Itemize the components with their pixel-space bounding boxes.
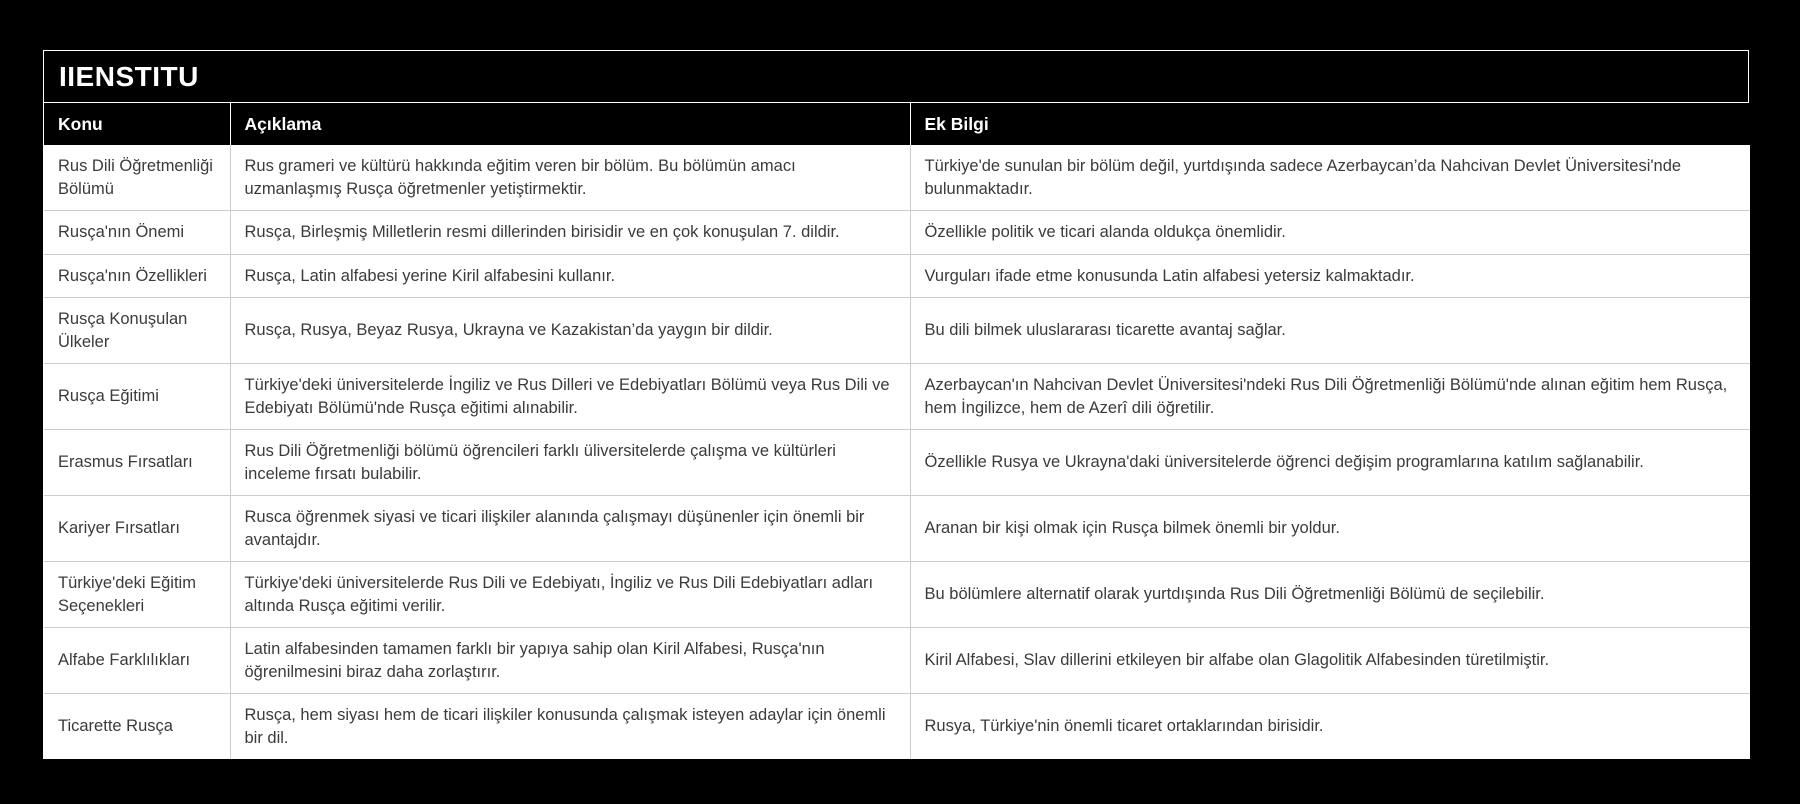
cell-aciklama: Latin alfabesinden tamamen farklı bir yapıya sahip olan Kiril Alfabesi, Rusça'nın öğrenilmesini biraz daha zorlaştırır. <box>230 628 910 694</box>
column-header-aciklama: Açıklama <box>230 103 910 145</box>
title-bar <box>44 51 1748 103</box>
cell-ek-bilgi: Vurguları ifade etme konusunda Latin alfabesi yetersiz kalmaktadır. <box>910 254 1750 298</box>
cell-konu: Alfabe Farklılıkları <box>44 628 230 694</box>
cell-aciklama: Rusça, hem siyası hem de ticari ilişkiler konusunda çalışmak isteyen adaylar için önemli bir dil. <box>230 694 910 760</box>
cell-aciklama: Rusça, Birleşmiş Milletlerin resmi dillerinden birisidir ve en çok konuşulan 7. dildir. <box>230 211 910 255</box>
cell-ek-bilgi: Bu bölümlere alternatif olarak yurtdışında Rus Dili Öğretmenliği Bölümü de seçilebilir. <box>910 562 1750 628</box>
cell-ek-bilgi: Rusya, Türkiye'nin önemli ticaret ortaklarından birisidir. <box>910 694 1750 760</box>
cell-konu: Ticarette Rusça <box>44 694 230 760</box>
cell-ek-bilgi: Özellikle politik ve ticari alanda oldukça önemlidir. <box>910 211 1750 255</box>
cell-ek-bilgi: Bu dili bilmek uluslararası ticarette avantaj sağlar. <box>910 298 1750 364</box>
table-row <box>44 628 1750 694</box>
cell-konu: Erasmus Fırsatları <box>44 430 230 496</box>
table-row <box>44 145 1750 211</box>
cell-aciklama: Rusça, Latin alfabesi yerine Kiril alfabesini kullanır. <box>230 254 910 298</box>
cell-ek-bilgi: Özellikle Rusya ve Ukrayna'daki üniversitelerde öğrenci değişim programlarına katılım sağlanabilir. <box>910 430 1750 496</box>
cell-ek-bilgi: Kiril Alfabesi, Slav dillerini etkileyen bir alfabe olan Glagolitik Alfabesinden türetilmiştir. <box>910 628 1750 694</box>
cell-aciklama: Rusca öğrenmek siyasi ve ticari ilişkiler alanında çalışmayı düşünenler için önemli bir avantajdır. <box>230 496 910 562</box>
cell-aciklama: Rusça, Rusya, Beyaz Rusya, Ukrayna ve Kazakistan’da yaygın bir dildir. <box>230 298 910 364</box>
cell-aciklama: Türkiye'deki üniversitelerde İngiliz ve Rus Dilleri ve Edebiyatları Bölümü veya Rus Dili ve Edebiyatı Bölümü'nde Rusça eğitimi alınabilir. <box>230 364 910 430</box>
content-card <box>43 50 1749 759</box>
table-body <box>44 145 1750 759</box>
table-header <box>44 103 1750 145</box>
header-row <box>44 103 1750 145</box>
cell-ek-bilgi: Aranan bir kişi olmak için Rusça bilmek önemli bir yoldur. <box>910 496 1750 562</box>
cell-aciklama: Rus Dili Öğretmenliği bölümü öğrencileri farklı üliversitelerde çalışma ve kültürleri inceleme fırsatı bulabilir. <box>230 430 910 496</box>
column-header-konu: Konu <box>44 103 230 145</box>
table-row <box>44 254 1750 298</box>
info-table <box>44 103 1750 759</box>
cell-konu: Türkiye'deki Eğitim Seçenekleri <box>44 562 230 628</box>
table-row <box>44 694 1750 760</box>
table-row <box>44 211 1750 255</box>
page-title: IIENSTITU <box>59 60 199 92</box>
table-row <box>44 562 1750 628</box>
cell-konu: Kariyer Fırsatları <box>44 496 230 562</box>
table-row <box>44 430 1750 496</box>
cell-konu: Rusça Konuşulan Ülkeler <box>44 298 230 364</box>
cell-konu: Rus Dili Öğretmenliği Bölümü <box>44 145 230 211</box>
cell-ek-bilgi: Azerbaycan'ın Nahcivan Devlet Üniversitesi'ndeki Rus Dili Öğretmenliği Bölümü'nde alınan eğitim hem Rusça, hem İngilizce, hem de Azerî dili öğretilir. <box>910 364 1750 430</box>
cell-konu: Rusça'nın Özellikleri <box>44 254 230 298</box>
table-row <box>44 364 1750 430</box>
cell-aciklama: Rus grameri ve kültürü hakkında eğitim veren bir bölüm. Bu bölümün amacı uzmanlaşmış Rusça öğretmenler yetiştirmektir. <box>230 145 910 211</box>
cell-konu: Rusça Eğitimi <box>44 364 230 430</box>
table-row <box>44 298 1750 364</box>
cell-ek-bilgi: Türkiye'de sunulan bir bölüm değil, yurtdışında sadece Azerbaycan’da Nahcivan Devlet Üniversitesi'nde bulunmaktadır. <box>910 145 1750 211</box>
cell-konu: Rusça'nın Önemi <box>44 211 230 255</box>
cell-aciklama: Türkiye'deki üniversitelerde Rus Dili ve Edebiyatı, İngiliz ve Rus Dili Edebiyatları adları altında Rusça eğitimi verilir. <box>230 562 910 628</box>
column-header-ek-bilgi: Ek Bilgi <box>910 103 1750 145</box>
table-row <box>44 496 1750 562</box>
